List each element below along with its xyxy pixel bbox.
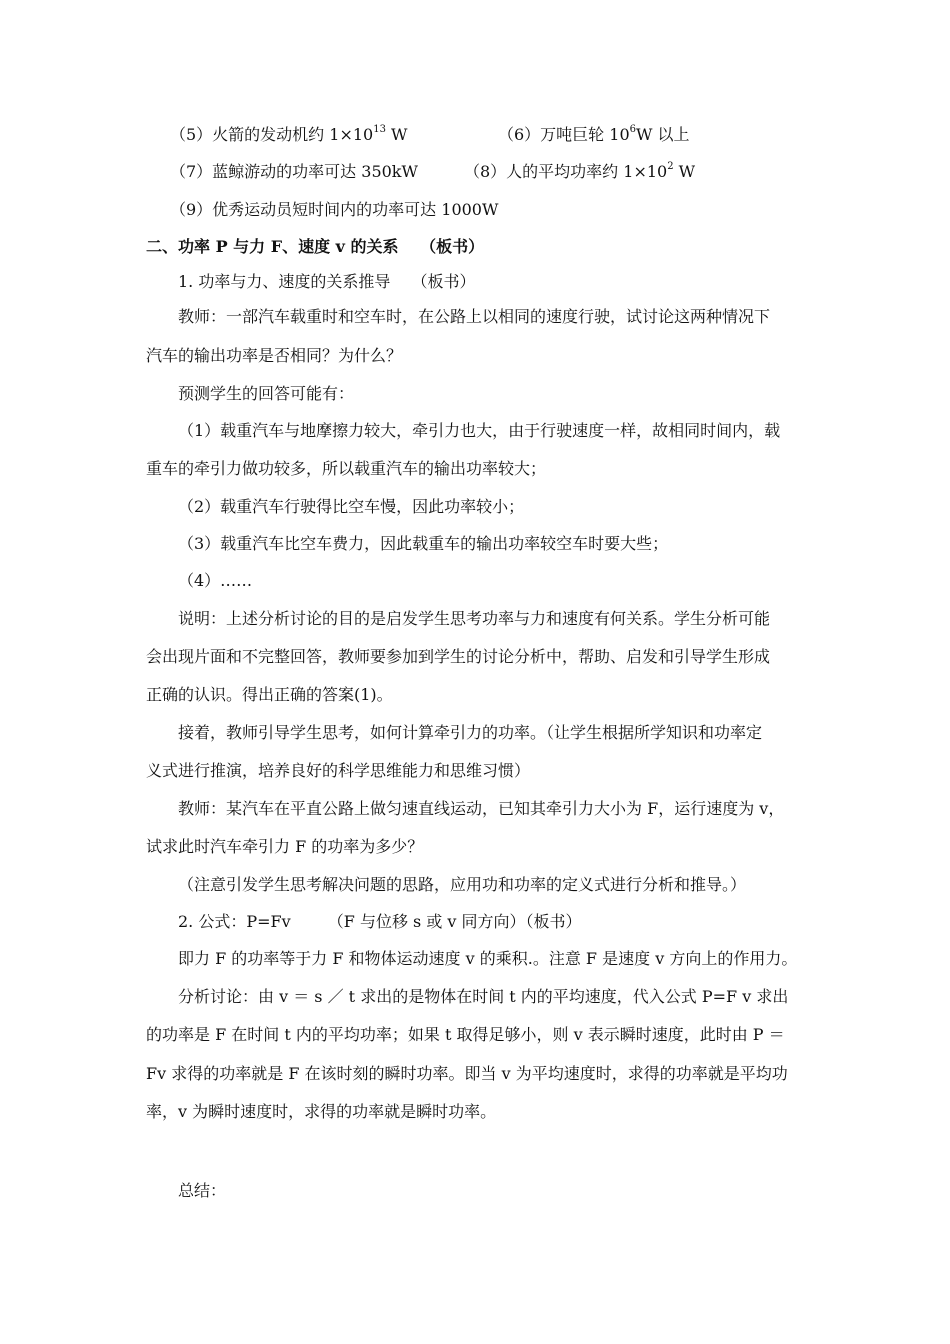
example-7: （7）蓝鲸游动的功率可达 350kW xyxy=(170,162,418,181)
answer-1-line-1: （1）载重汽车与地摩擦力较大，牵引力也大，由于行驶速度一样，故相同时间内，载 xyxy=(178,421,781,440)
example-8-exponent: 2 xyxy=(667,160,674,172)
example-5-exponent: 13 xyxy=(373,123,386,135)
next-line-1: 接着，教师引导学生思考，如何计算牵引力的功率。（让学生根据所学知识和功率定 xyxy=(178,723,763,742)
answer-4: （4）…… xyxy=(178,571,253,590)
example-8-text: （8）人的平均功率约 1×10 xyxy=(464,162,668,181)
hint: （注意引发学生思考解决问题的思路，应用功和功率的定义式进行分析和推导。） xyxy=(178,875,747,894)
section-heading: 二、功率 P 与力 F、速度 v 的关系 （板书） xyxy=(146,237,485,256)
predict-label: 预测学生的回答可能有： xyxy=(178,384,355,403)
example-5-text: （5）火箭的发动机约 1×10 xyxy=(170,125,374,144)
answer-1-line-2: 重车的牵引力做功较多，所以载重汽车的输出功率较大； xyxy=(146,459,547,478)
example-6-exponent: 6 xyxy=(629,123,637,135)
summary-label: 总结： xyxy=(178,1181,227,1200)
subsection-1-heading: 1. 功率与力、速度的关系推导 （板书） xyxy=(178,272,476,291)
answer-3: （3）载重汽车比空车费力，因此载重车的输出功率较空车时要大些； xyxy=(178,534,669,553)
example-5 xyxy=(170,124,407,146)
teacher-question-1-line-1: 教师：一部汽车载重时和空车时，在公路上以相同的速度行驶，试讨论这两种情况下 xyxy=(178,307,771,326)
note-line-3: 正确的认识。得出正确的答案(1)。 xyxy=(146,685,393,704)
teacher-question-2-line-2: 试求此时汽车牵引力 F 的功率为多少？ xyxy=(146,837,424,856)
teacher-question-2-line-1: 教师：某汽车在平直公路上做匀速直线运动，已知其牵引力大小为 F，运行速度为 v， xyxy=(178,799,785,818)
subsection-2-formula: 2. 公式：P=Fv （F 与位移 s 或 v 同方向）（板书） xyxy=(178,912,582,931)
example-5-unit: W xyxy=(385,125,408,144)
example-8 xyxy=(464,161,695,183)
example-6-text: （6）万吨巨轮 10 xyxy=(498,125,630,144)
example-6 xyxy=(498,124,690,146)
discussion-line-1: 分析讨论：由 v ＝ s ／ t 求出的是物体在时间 t 内的平均速度，代入公式 P=F v 求出 xyxy=(178,987,789,1006)
note-line-2: 会出现片面和不完整回答，教师要参加到学生的讨论分析中，帮助、启发和引导学生形成 xyxy=(146,647,771,666)
example-8-unit: W xyxy=(673,162,696,181)
note-line-1: 说明：上述分析讨论的目的是启发学生思考功率与力和速度有何关系。学生分析可能 xyxy=(178,609,771,628)
discussion-line-2: 的功率是 F 在时间 t 内的平均功率；如果 t 取得足够小，则 v 表示瞬时速度，此时由 P ＝ xyxy=(146,1025,785,1044)
answer-2: （2）载重汽车行驶得比空车慢，因此功率较小； xyxy=(178,497,525,516)
teacher-question-1-line-2: 汽车的输出功率是否相同？为什么？ xyxy=(146,346,403,365)
example-9: （9）优秀运动员短时间内的功率可达 1000W xyxy=(170,200,499,219)
discussion-line-3: Fv 求得的功率就是 F 在该时刻的瞬时功率。即当 v 为平均速度时，求得的功率就是平均功 xyxy=(146,1064,788,1083)
formula-meaning: 即力 F 的功率等于力 F 和物体运动速度 v 的乘积.。注意 F 是速度 v 方向上的作用力。 xyxy=(178,949,798,968)
example-6-unit: W 以上 xyxy=(636,125,690,144)
next-line-2: 义式进行推演，培养良好的科学思维能力和思维习惯） xyxy=(146,761,531,780)
discussion-line-4: 率，v 为瞬时速度时，求得的功率就是瞬时功率。 xyxy=(146,1102,497,1121)
